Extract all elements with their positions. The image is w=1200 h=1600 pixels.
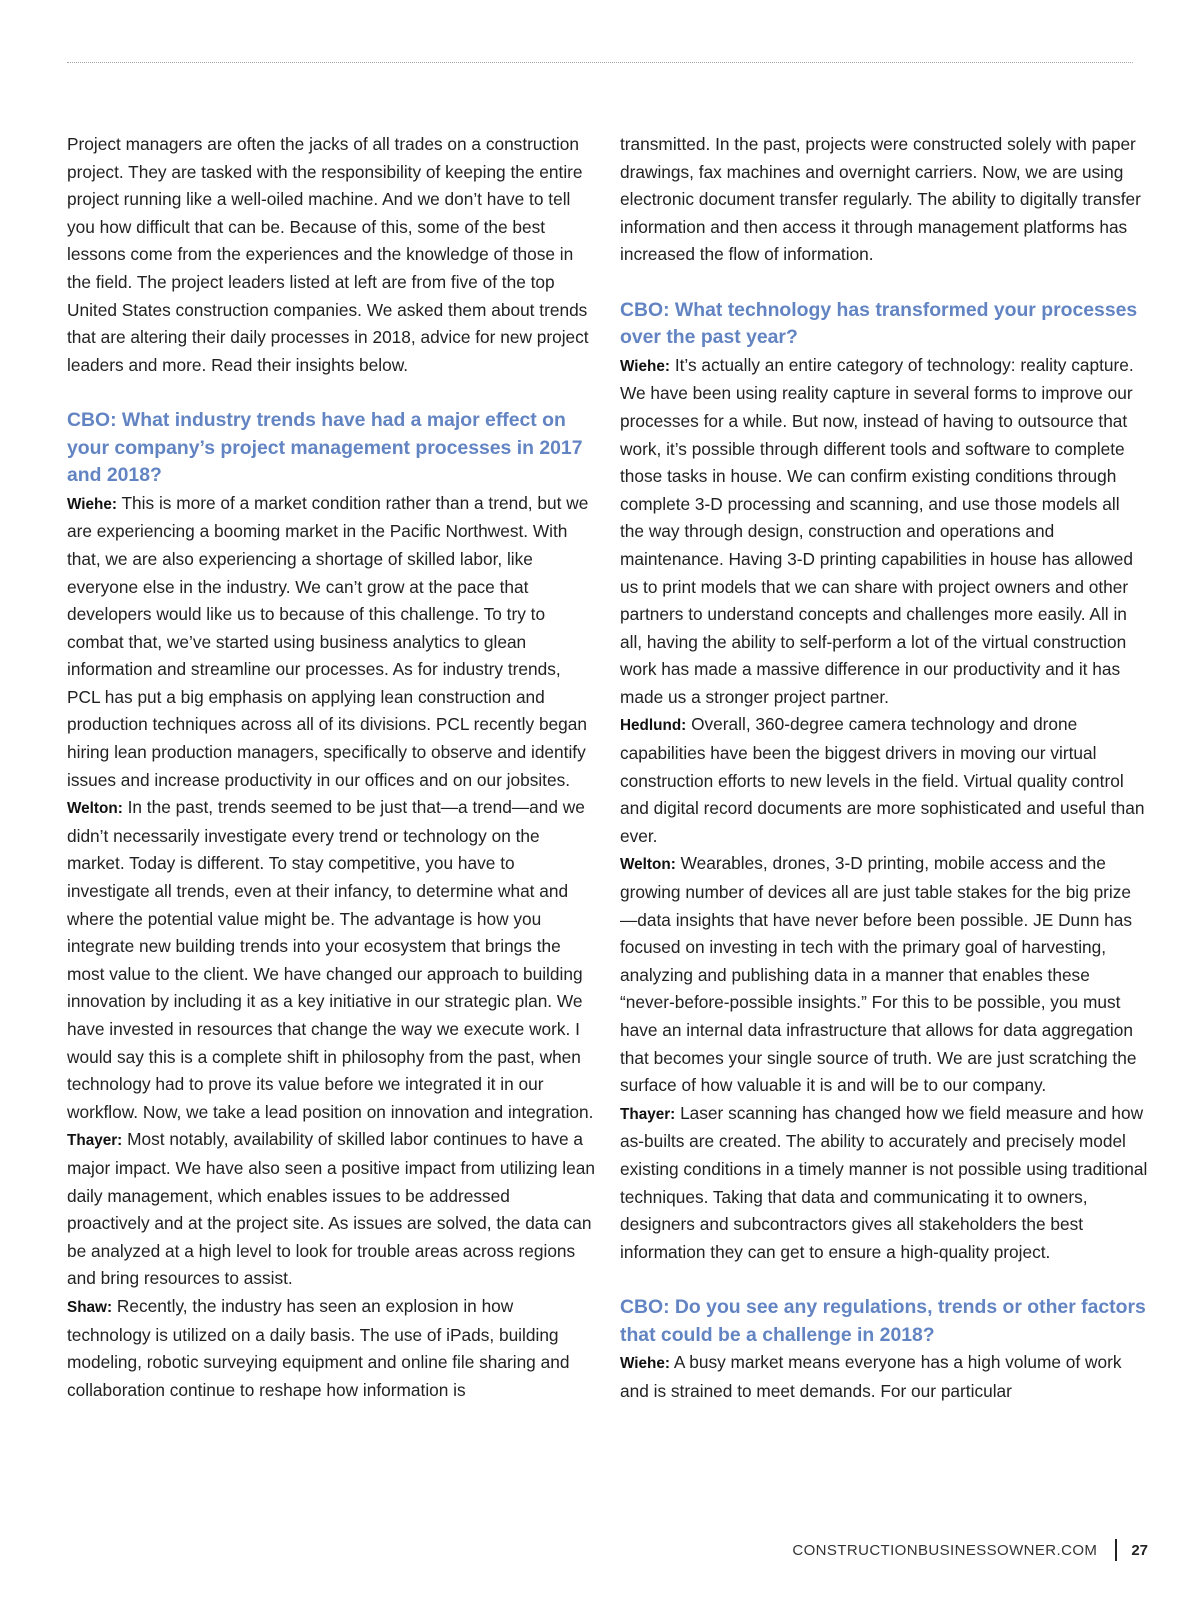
page-number: 27 (1131, 1541, 1148, 1559)
answer-wiehe-challenges (620, 1349, 1148, 1405)
answer-wiehe-trends (67, 490, 595, 795)
footer-site-url: CONSTRUCTIONBUSINESSOWNER.COM (792, 1541, 1098, 1559)
answer-thayer-trends (67, 1126, 595, 1293)
answer-wiehe-technology (620, 352, 1148, 712)
speaker-name: Welton: (67, 800, 123, 818)
page-footer (792, 1538, 1148, 1562)
section-gap (620, 1266, 1148, 1294)
intro-paragraph: Project managers are often the jacks of all trades on a construction project. They are tasked with the responsibility of keeping the entire project running like a well-oiled machine. And we don’t have to tell you how difficult that can be. Because of this, some of the best lessons come from the experiences and the knowledge of those in the field. The project leaders listed at left are from five of the top United States construction companies. We asked them about trends that are altering their daily processes in 2018, advice for new project leaders and more. Read their insights below. (67, 134, 589, 375)
speaker-name: Welton: (620, 856, 676, 874)
question-heading-industry-trends: CBO: What industry trends have had a major effect on your company’s project management processes in 2017 and 2018? (67, 408, 583, 487)
speaker-name: Wiehe: (67, 495, 118, 513)
answer-text: Wearables, drones, 3-D printing, mobile access and the growing number of devices all are just table stakes for the big prize—data insights that have never before been possible. JE Dunn has focused on investing in tech with the primary goal of harvesting, analyzing and publishing data in a manner that enables these “never-before-possible insights.” For this to be possible, you must have an internal data infrastructure that allows for data aggregation that becomes your single source of truth. We are just scratching the surface of how valuable it is and will be to our company. (620, 853, 1137, 1096)
answer-shaw-trends (67, 1293, 595, 1404)
answer-text: Recently, the industry has seen an explosion in how technology is utilized on a daily basis. The use of iPads, building modeling, robotic surveying equipment and online file sharing and collaboration continue to reshape how information is (67, 1295, 570, 1400)
answer-hedlund-technology (620, 711, 1148, 850)
footer-divider (1115, 1539, 1117, 1561)
right-column (620, 131, 1148, 1405)
answer-text: A busy market means everyone has a high volume of work and is strained to meet demands. For our particular (620, 1352, 1122, 1401)
answer-text: Overall, 360-degree camera technology and drone capabilities have been the biggest drivers in moving our virtual construction efforts to new levels in the field. Virtual quality control and digital record documents are more sophisticated and useful than ever. (620, 714, 1145, 846)
answer-text: Laser scanning has changed how we field measure and how as-builts are created. The ability to accurately and precisely model existing conditions in a timely manner is not possible using traditional techniques. Taking that data and communicating it to owners, designers and subcontractors gives all stakeholders the best information they can get to ensure a high-quality project. (620, 1102, 1148, 1262)
answer-welton-technology (620, 850, 1148, 1099)
speaker-name: Wiehe: (620, 1355, 671, 1373)
speaker-name: Thayer: (620, 1105, 676, 1123)
answer-text: It’s actually an entire category of technology: reality capture. We have been using reality capture in several forms to improve our processes for a while. But now, instead of having to outsource that work, it’s possible through different tools and software to complete those tasks in house. We can confirm existing conditions through complete 3-D processing and scanning, and use those models all the way through design, construction and operations and maintenance. Having 3-D printing capabilities in house has allowed us to print models that we can share with project owners and other partners to understand concepts and challenges more easily. All in all, having the ability to self-perform a lot of the virtual construction work has made a massive difference in our productivity and it has made us a stronger project partner. (620, 354, 1134, 707)
question-heading-challenges: CBO: Do you see any regulations, trends or other factors that could be a challenge in 2018? (620, 1295, 1146, 1346)
speaker-name: Shaw: (67, 1298, 113, 1316)
section-gap (67, 379, 595, 407)
answer-welton-trends (67, 794, 595, 1126)
answer-text: Most notably, availability of skilled labor continues to have a major impact. We have also seen a positive impact from utilizing lean daily management, which enables issues to be addressed proactively and at the project site. As issues are solved, the data can be analyzed at a high level to look for trouble areas across regions and bring resources to assist. (67, 1129, 595, 1289)
answer-text: This is more of a market condition rather than a trend, but we are experiencing a booming market in the Pacific Northwest. With that, we are also experiencing a shortage of skilled labor, like everyone else in the industry. We can’t grow at the pace that developers would like us to because of this challenge. To try to combat that, we’ve started using business analytics to glean information and streamline our processes. As for industry trends, PCL has put a big emphasis on applying lean construction and production techniques across all of its divisions. PCL recently began hiring lean production managers, specifically to observe and identify issues and increase productivity in our offices and on our jobsites. (67, 492, 589, 790)
continuation-paragraph: transmitted. In the past, projects were constructed solely with paper drawings, fax machines and overnight carriers. Now, we are using electronic document transfer regularly. The ability to digitally transfer information and then access it through management platforms has increased the flow of information. (620, 134, 1141, 265)
answer-text: In the past, trends seemed to be just that—a trend—and we didn’t necessarily investigate every trend or technology on the market. Today is different. To stay competitive, you have to investigate all trends, even at their infancy, to determine what and where the potential value might be. The advantage is how you integrate new building trends into your ecosystem that brings the most value to the client. We have changed our approach to building innovation by including it as a key initiative in our strategic plan. We have invested in resources that change the way we execute work. I would say this is a complete shift in philosophy from the past, when technology had to prove its value before we integrated it in our workflow. Now, we take a lead position on innovation and integration. (67, 797, 594, 1122)
question-heading-technology: CBO: What technology has transformed your processes over the past year? (620, 298, 1138, 349)
speaker-name: Thayer: (67, 1132, 123, 1150)
speaker-name: Wiehe: (620, 357, 671, 375)
section-gap (620, 269, 1148, 297)
speaker-name: Hedlund: (620, 717, 687, 735)
answer-thayer-technology (620, 1100, 1148, 1267)
left-column (67, 131, 595, 1404)
top-dotted-rule (67, 62, 1133, 63)
